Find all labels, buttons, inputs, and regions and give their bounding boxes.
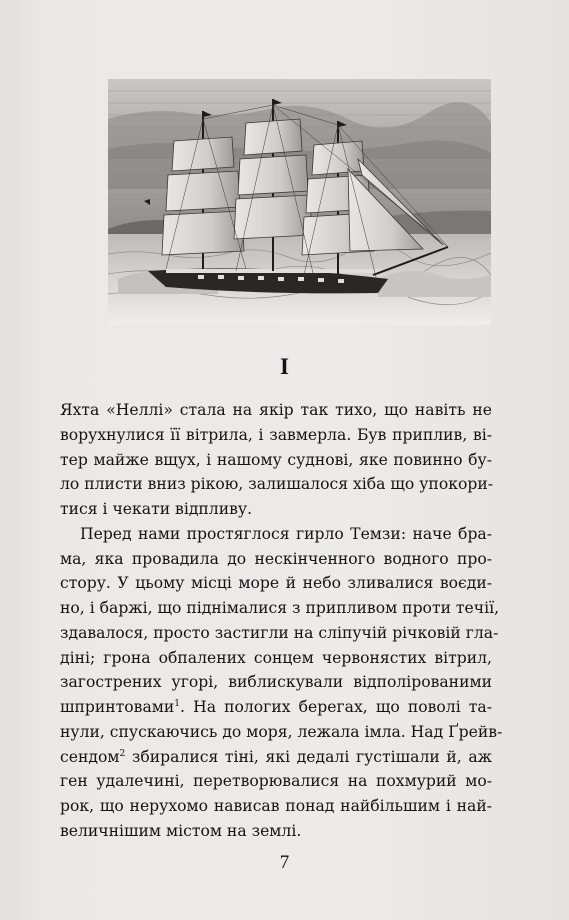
- text-line: Яхта «Неллі» стала на якір так тихо, що навіть не: [60, 401, 492, 419]
- ship-illustration: [108, 79, 491, 325]
- line-text: . На пологих берегах, що поволі та-: [180, 698, 492, 716]
- text-line: діні; грона обпалених сонцем червонястих вітрил,: [60, 648, 492, 667]
- text-line: нули, спускаючись до моря, лежала імла. Над Ґрейв-: [60, 722, 503, 741]
- paragraph: [60, 522, 503, 844]
- text-line: ворухнулися її вітрила, і завмерла. Був приплив, ві-: [60, 425, 492, 444]
- chapter-text: [60, 398, 503, 844]
- line-text: сендом: [60, 747, 120, 766]
- line-text: шпринтовами: [60, 698, 175, 716]
- text-line: ген удалечині, перетворювалися на похмурий мо-: [60, 772, 492, 791]
- chapter-number: I: [280, 354, 289, 379]
- text-line: ло плисти вниз рікою, залишалося хіба що упокори-: [60, 475, 493, 494]
- line-text: збиралися тіні, які дедалі густішали й, аж: [125, 747, 492, 766]
- text-line: тер майже вщух, і нашому суднові, яке повинно бу-: [60, 450, 492, 469]
- text-line: но, і баржі, що піднімалися з припливом проти течії,: [60, 599, 500, 617]
- text-line: ма, яка провадила до нескінченного водного про-: [60, 549, 492, 568]
- footnote-marker[interactable]: 1: [174, 699, 181, 709]
- text-line: загострених угорі, виблискували відполірованими: [60, 673, 492, 692]
- text-line: [60, 745, 492, 770]
- text-line: Перед нами простяглося гирло Темзи: наче бра-: [80, 524, 492, 543]
- text-line: здавалося, просто застигли на сліпучій річковій гла-: [60, 623, 499, 642]
- page-number: 7: [279, 852, 290, 873]
- footnote-marker[interactable]: 2: [119, 748, 126, 759]
- text-line: тися і чекати відпливу.: [60, 500, 253, 518]
- text-line: стору. У цьому місці море й небо зливалися воєди-: [60, 574, 492, 593]
- text-line: [60, 695, 492, 720]
- sailing-ship-engraving: [108, 79, 491, 325]
- text-line: рок, що нерухомо нависав понад найбільшим і най-: [60, 797, 492, 815]
- text-line: величнішим містом на землі.: [60, 821, 302, 840]
- paragraph: [60, 398, 492, 522]
